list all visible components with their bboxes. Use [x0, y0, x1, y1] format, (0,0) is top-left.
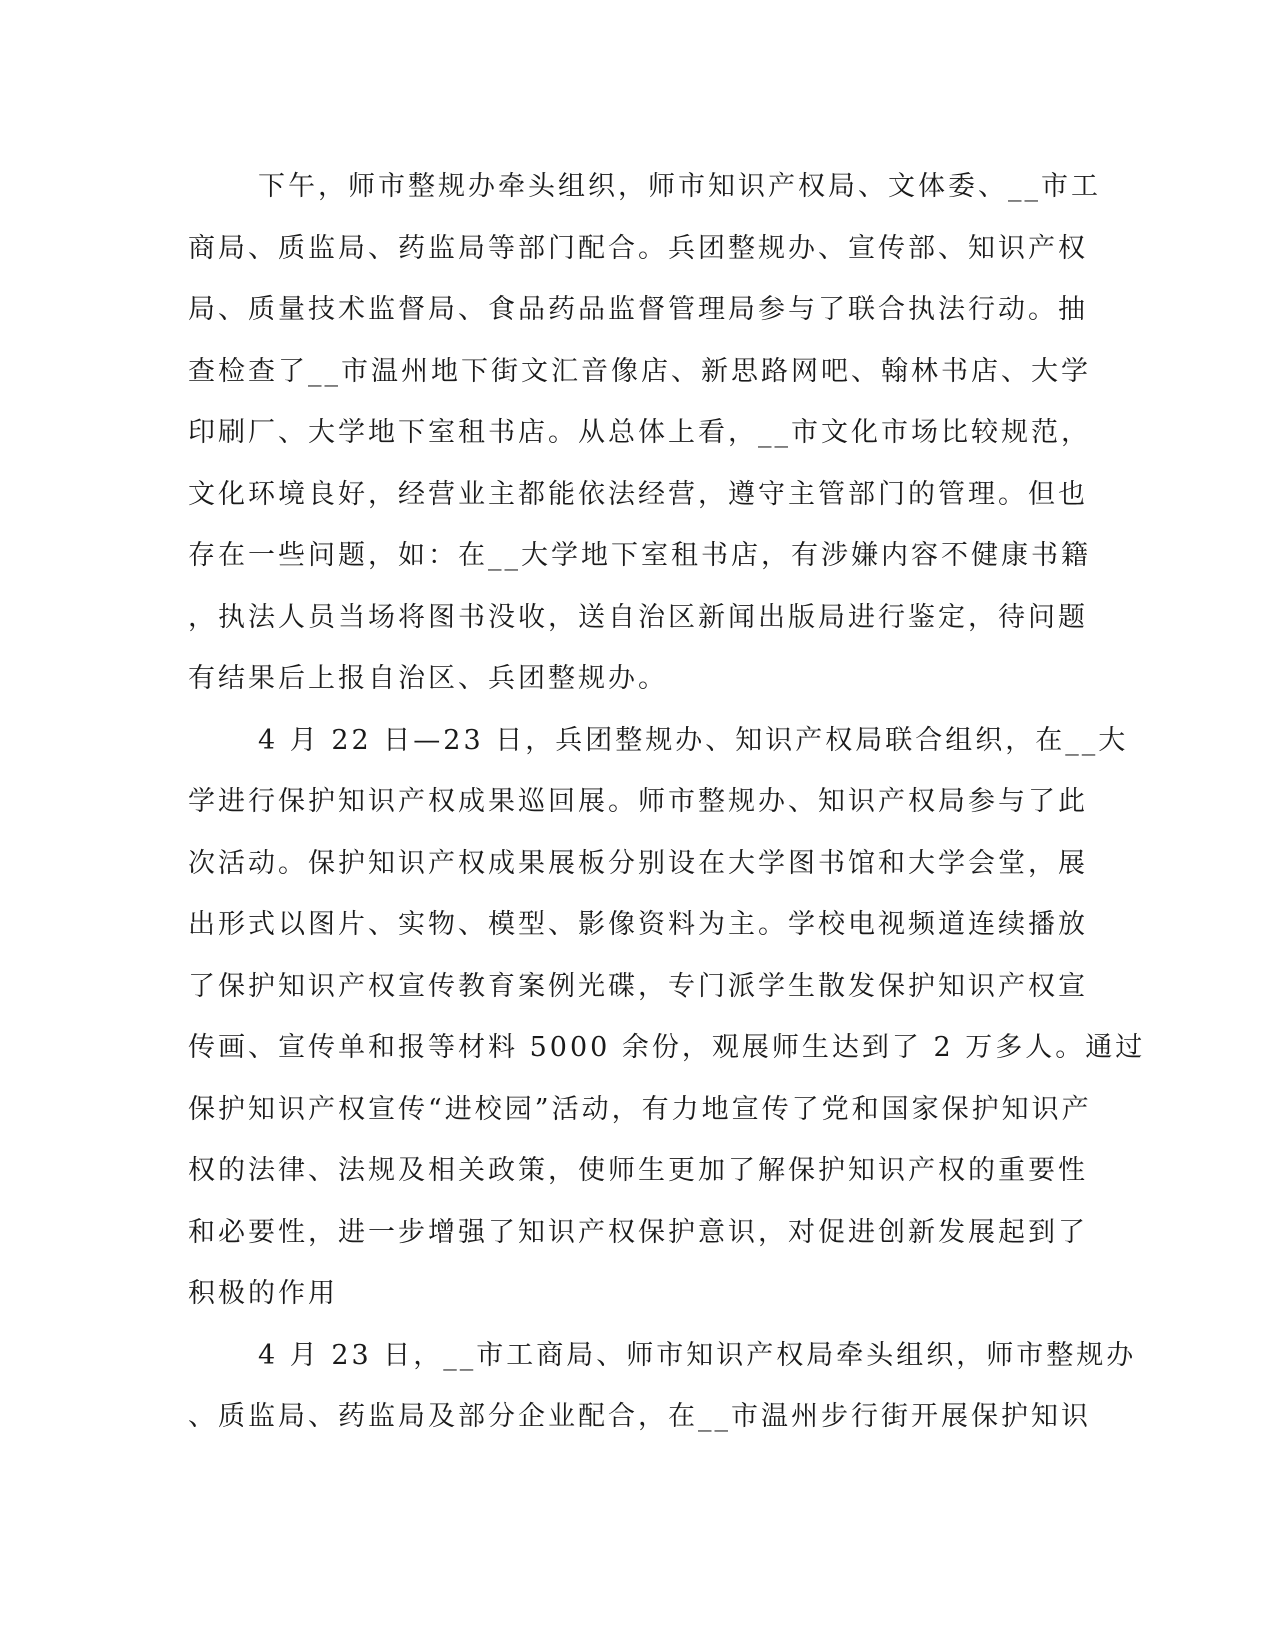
paragraph-1-line-5: 印刷厂、大学地下室租书店。从总体上看，__市文化市场比较规范，: [188, 417, 1091, 448]
paragraph-2-line-1: 4 月 22 日—23 日，兵团整规办、知识产权局联合组织，在__大: [258, 724, 1129, 756]
paragraph-2-line-3: 次活动。保护知识产权成果展板分别设在大学图书馆和大学会堂，展: [188, 847, 1088, 879]
paragraph-3-line-2: 、质监局、药监局及部分企业配合，在__市温州步行街开展保护知识: [188, 1401, 1091, 1432]
paragraph-1-line-8: ，执法人员当场将图书没收，送自治区新闻出版局进行鉴定，待问题: [188, 601, 1088, 633]
paragraph-1-line-9: 有结果后上报自治区、兵团整规办。: [188, 663, 668, 694]
paragraph-1-line-7: 存在一些问题，如：在__大学地下室租书店，有涉嫌内容不健康书籍: [188, 540, 1091, 571]
paragraph-1-line-6: 文化环境良好，经营业主都能依法经营，遵守主管部门的管理。但也: [188, 478, 1088, 510]
body-text: [188, 168, 1146, 1460]
paragraph-2-line-5: 了保护知识产权宣传教育案例光碟，专门派学生散发保护知识产权宣: [188, 970, 1088, 1002]
paragraph-2-line-10: 积极的作用: [188, 1278, 338, 1309]
paragraph-1-line-3: 局、质量技术监督局、食品药品监督管理局参与了联合执法行动。抽: [188, 294, 1088, 325]
paragraph-1-line-2: 商局、质监局、药监局等部门配合。兵团整规办、宣传部、知识产权: [188, 232, 1088, 264]
paragraph-2-line-7: 保护知识产权宣传“进校园”活动，有力地宣传了党和国家保护知识产: [188, 1093, 1092, 1125]
paragraph-2-line-6: 传画、宣传单和报等材料 5000 余份，观展师生达到了 2 万多人。通过: [188, 1032, 1146, 1063]
paragraph-2-line-4: 出形式以图片、实物、模型、影像资料为主。学校电视频道连续播放: [188, 909, 1088, 940]
paragraph-2-line-2: 学进行保护知识产权成果巡回展。师市整规办、知识产权局参与了此: [188, 786, 1088, 817]
paragraph-2-line-8: 权的法律、法规及相关政策，使师生更加了解保护知识产权的重要性: [188, 1155, 1088, 1186]
paragraph-3-line-1: 4 月 23 日，__市工商局、师市知识产权局牵头组织，师市整规办: [258, 1339, 1137, 1371]
paragraph-1-line-1: 下午，师市整规办牵头组织，师市知识产权局、文体委、__市工: [258, 171, 1101, 202]
paragraph-1-line-4: 查检查了__市温州地下街文汇音像店、新思路网吧、翰林书店、大学: [188, 355, 1091, 387]
paragraph-2-line-9: 和必要性，进一步增强了知识产权保护意识，对促进创新发展起到了: [188, 1216, 1088, 1248]
